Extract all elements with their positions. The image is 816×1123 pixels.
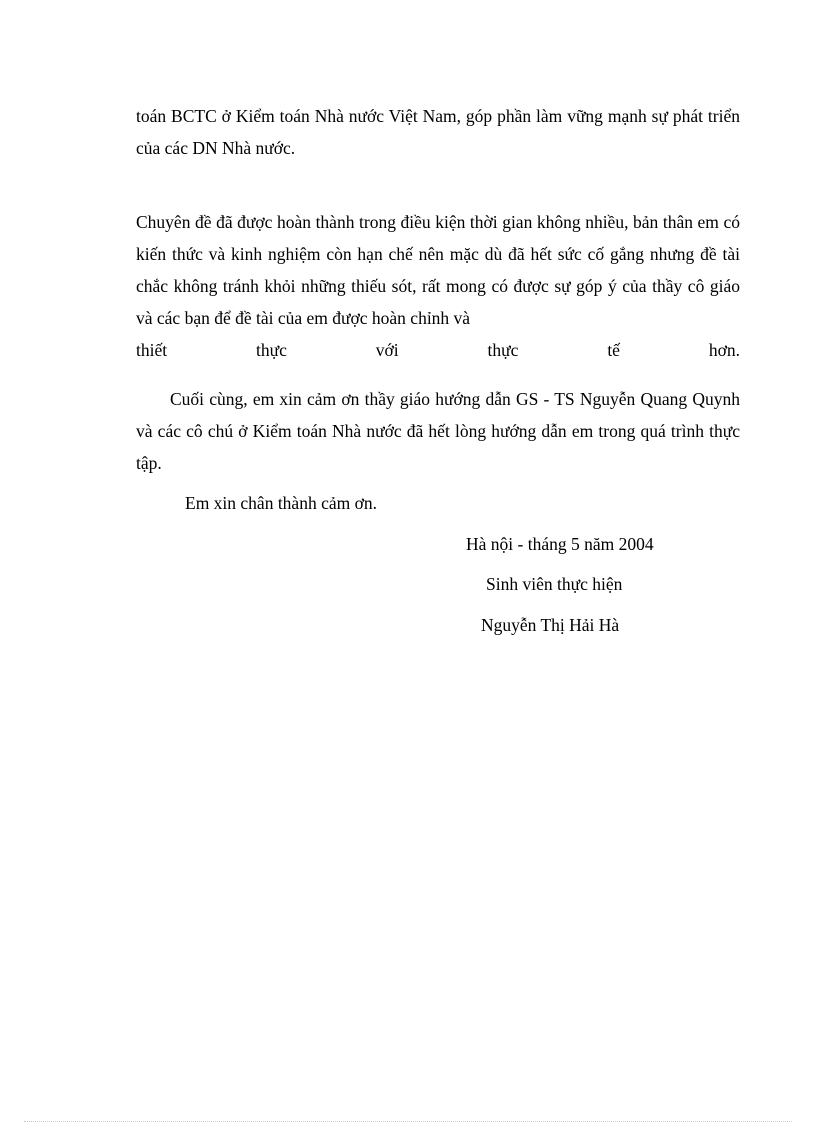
- paragraph-acknowledgement: Cuối cùng, em xin cảm ơn thầy giáo hướng dẫn GS - TS Nguyễn Quang Quynh và các cô chú ở Kiểm toán Nhà nước đã hết lòng hướng dẫn em trong quá trình thực tập.: [136, 389, 740, 473]
- paragraph-conclusion-intro: toán BCTC ở Kiểm toán Nhà nước Việt Nam, góp phần làm vững mạnh sự phát triển của các DN Nhà nước.: [136, 106, 740, 158]
- signer-name: Nguyễn Thị Hải Hà: [481, 615, 620, 635]
- signer-role: Sinh viên thực hiện: [486, 574, 623, 594]
- thanks-line: Em xin chân thành cảm ơn.: [185, 493, 377, 513]
- paragraph-limitations-text: Chuyên đề đã được hoàn thành trong điều kiện thời gian không nhiều, bản thân em có kiến thức và kinh nghiệm còn hạn chế nên mặc dù đã hết sức cố gắng nhưng đề tài chắc không tránh khỏi những thiếu sót, rất mong có được sự góp ý của thầy cô giáo và các bạn để đề tài của em được hoàn chỉnh và: [136, 212, 740, 328]
- date-line: Hà nội - tháng 5 năm 2004: [466, 534, 654, 554]
- paragraph-limitations-last-line: thiết thực với thực tế hơn.: [136, 340, 740, 360]
- page-bottom-divider: [24, 1121, 792, 1122]
- paragraph-limitations: [136, 206, 740, 366]
